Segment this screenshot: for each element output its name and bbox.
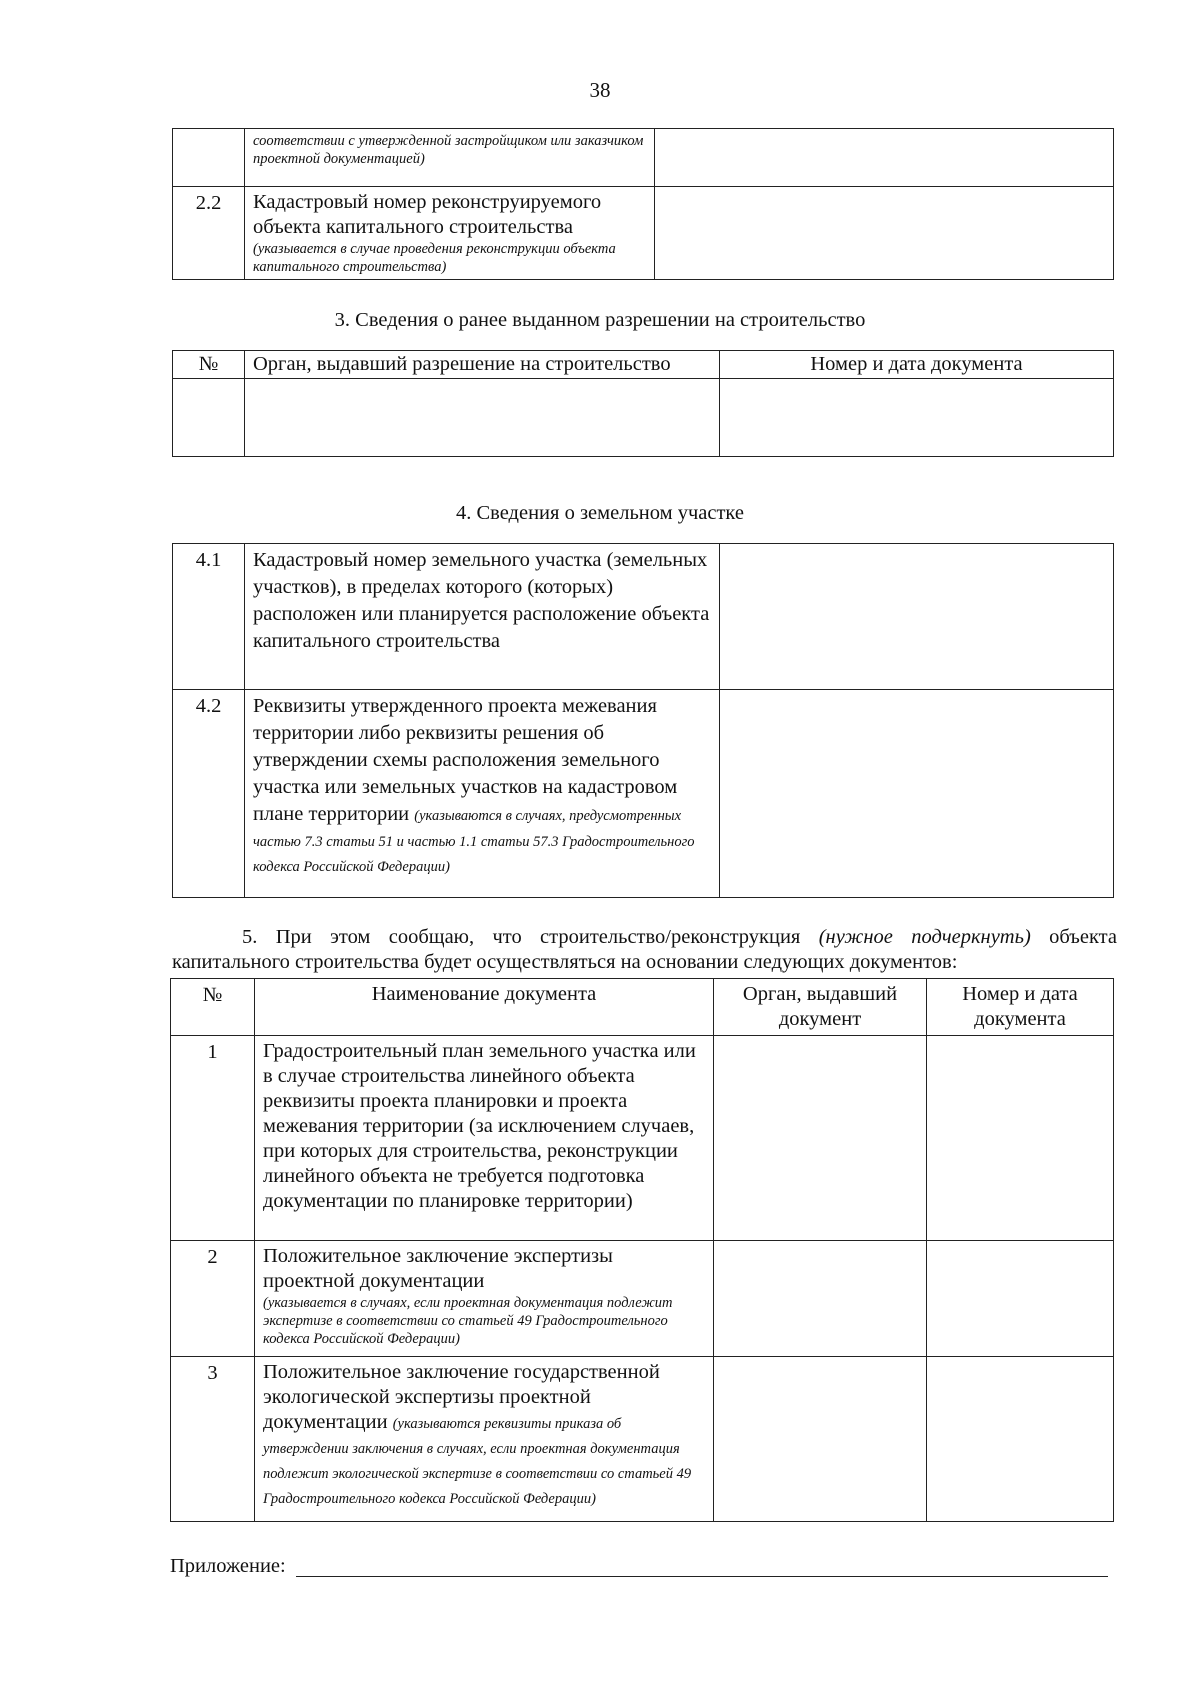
table-row	[173, 379, 1114, 457]
row-text: Положительное заключение государственной экологической экспертизы проектной документации	[263, 1361, 660, 1433]
table-section5	[170, 978, 1114, 1522]
section5-paragraph-note: (нужное подчеркнуть)	[818, 926, 1031, 948]
row-note: (указывается в случае проведения реконструкции объекта капитального строительства)	[253, 241, 616, 275]
table-row	[173, 690, 1114, 898]
col-header-organ: Орган, выдавший разрешение на строительство	[245, 351, 720, 379]
table-section4	[172, 543, 1114, 898]
row-text: Кадастровый номер земельного участка (земельных участков), в пределах которого (которых) расположен или планируется расположение объекта капитального строительства	[245, 544, 720, 690]
col-header-number: №	[171, 979, 255, 1036]
col-header-number: №	[173, 351, 245, 379]
row-number: 4.1	[173, 544, 245, 690]
row-organ[interactable]	[714, 1241, 927, 1357]
section5-paragraph	[172, 925, 1117, 975]
cell-date[interactable]	[720, 379, 1114, 457]
table-row	[173, 187, 1114, 280]
row-date[interactable]	[927, 1241, 1114, 1357]
row-value[interactable]	[655, 187, 1114, 280]
row-text-cell	[245, 690, 720, 898]
table-row	[171, 1241, 1114, 1357]
row-text: Реквизиты утвержденного проекта межевания территории либо реквизиты решения об утверждении схемы расположения земельного участка или земельных участков на кадастровом плане территории	[253, 695, 678, 825]
table-row	[171, 1036, 1114, 1241]
col-header-date: Номер и дата документа	[927, 979, 1114, 1036]
row-text-cell	[245, 187, 655, 280]
row-value[interactable]	[655, 129, 1114, 187]
row-text: соответствии с утвержденной застройщиком или заказчиком проектной документацией)	[245, 129, 655, 187]
cell-organ[interactable]	[245, 379, 720, 457]
section3-heading: 3. Сведения о ранее выданном разрешении на строительство	[334, 309, 866, 331]
table-row	[173, 129, 1114, 187]
row-organ[interactable]	[714, 1357, 927, 1522]
row-value[interactable]	[720, 544, 1114, 690]
row-date[interactable]	[927, 1357, 1114, 1522]
table-section3	[172, 350, 1114, 457]
row-note: (указывается в случаях, если проектная документация подлежит экспертизе в соответствии со статьей 49 Градостроительного кодекса Российской Федерации)	[263, 1295, 673, 1347]
row-organ[interactable]	[714, 1036, 927, 1241]
row-number	[173, 129, 245, 187]
row-note: (указываются в случаях, предусмотренных частью 7.3 статьи 51 и частью 1.1 статьи 57.3 Градостроительного кодекса Российской Федерации)	[253, 808, 695, 875]
row-number: 4.2	[173, 690, 245, 898]
row-value[interactable]	[720, 690, 1114, 898]
row-number: 2.2	[173, 187, 245, 280]
table-header-row	[173, 351, 1114, 379]
col-header-name: Наименование документа	[255, 979, 714, 1036]
appendix-label: Приложение:	[170, 1555, 286, 1577]
row-note: (указываются реквизиты приказа об утверждении заключения в случаях, если проектная документация подлежит экологической экспертизе в соответствии со статьей 49 Градостроительного кодекса Российской Федерации)	[263, 1416, 692, 1507]
col-header-organ: Орган, выдавший документ	[714, 979, 927, 1036]
table-row	[173, 544, 1114, 690]
page-number: 38	[589, 78, 611, 102]
row-text: Кадастровый номер реконструируемого объекта капитального строительства	[253, 191, 602, 238]
row-text-cell	[255, 1357, 714, 1522]
table-header-row	[171, 979, 1114, 1036]
row-number: 1	[171, 1036, 255, 1241]
cell-number[interactable]	[173, 379, 245, 457]
table-top	[172, 128, 1114, 280]
table-row	[171, 1357, 1114, 1522]
section5-paragraph-end: объекта капитального строительства будет осуществляться на основании следующих документов:	[172, 926, 1117, 973]
row-text: Градостроительный план земельного участка или в случае строительства линейного объекта реквизиты проекта планировки и проекта межевания территории (за исключением случаев, при которых для строительства, реконструкции линейного объекта не требуется подготовка документации по планировке территории)	[255, 1036, 714, 1241]
section5-paragraph-start: 5. При этом сообщаю, что строительство/реконструкция	[242, 926, 801, 948]
appendix-input-line[interactable]	[296, 1576, 1108, 1577]
row-number: 3	[171, 1357, 255, 1522]
row-text-cell	[255, 1241, 714, 1357]
row-text: Положительное заключение экспертизы проектной документации	[263, 1245, 613, 1292]
row-date[interactable]	[927, 1036, 1114, 1241]
row-number: 2	[171, 1241, 255, 1357]
section4-heading: 4. Сведения о земельном участке	[455, 502, 744, 524]
col-header-date: Номер и дата документа	[720, 351, 1114, 379]
